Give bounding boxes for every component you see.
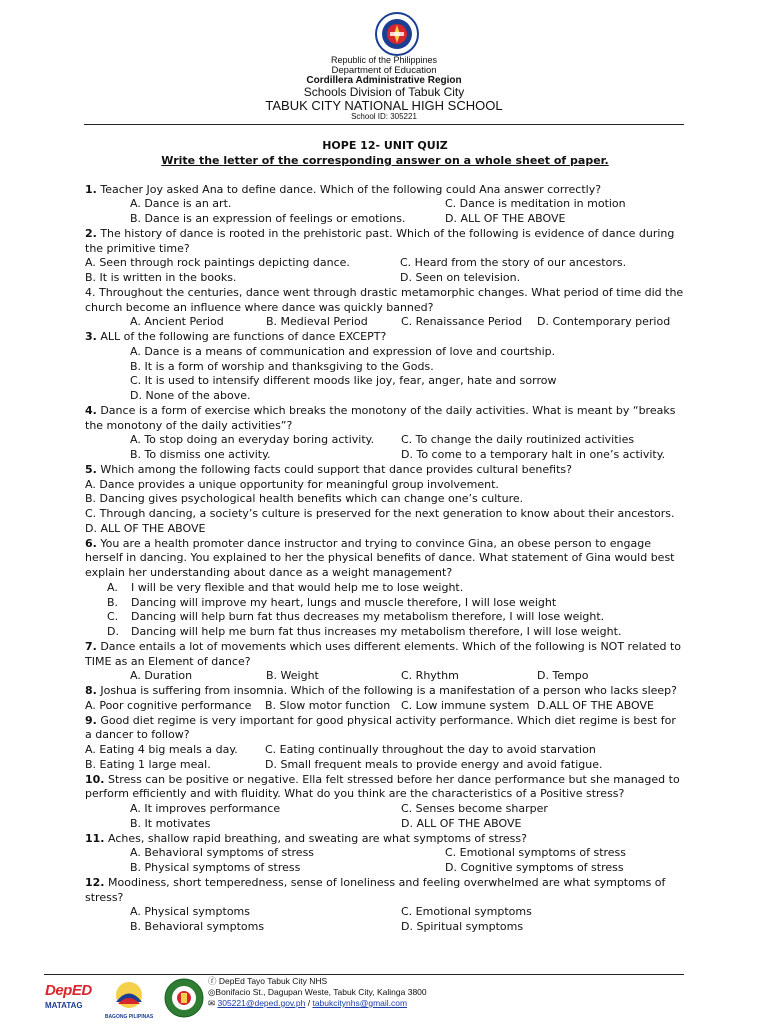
question-12-choices-row1: A. Physical symptoms C. Emotional symptoms [130,905,532,919]
school-seal-icon [164,978,204,1018]
question-4b: 4. Dance is a form of exercise which breaks the monotony of the daily activities. What is meant by “breaks the monotony of the daily activities”? [85,403,676,432]
question-3-choice-b: B. It is a form of worship and thanksgiving to the Gods. [130,359,434,373]
question-1-choices-row1: A. Dance is an art. C. Dance is meditation in motion [130,197,626,211]
deped-logo-text: DepED [45,982,92,999]
footer-email: ✉ 305221@deped.gov.ph / tabukcitynhs@gmail.com [208,998,408,1008]
question-10-choices-row1: A. It improves performance C. Senses become sharper [130,802,548,815]
question-5-choice-c: C. Through dancing, a society’s culture is preserved for the next generation to know about their ancestors. [85,507,675,520]
footer-contact [208,976,427,1009]
question-12-choices-row2: B. Behavioral symptoms D. Spiritual symptoms [130,920,524,933]
email-icon: ✉ [208,998,218,1008]
matatag-logo-text: MATATAG [45,1001,83,1010]
quiz-instruction: Write the letter of the corresponding answer on a whole sheet of paper. [161,153,609,167]
question-10: 10. Stress can be positive or negative. Ella felt stressed before her dance performance but she managed to perform efficiently and with fluidity. What do you think are the characteristics of a Positive stress? [85,772,680,801]
question-6-choice-d: D. Dancing will help me burn fat thus increases my metabolism therefore, I will lose weight. [107,625,622,638]
question-11-choices-row2: B. Physical symptoms of stress D. Cognitive symptoms of stress [130,861,624,874]
question-11: 11. Aches, shallow rapid breathing, and sweating are what symptoms of stress? [85,831,527,845]
bagong-pilipinas-caption: BAGONG PILIPINAS [104,1014,154,1020]
footer-address: ◎Bonifacio St., Dagupan Weste, Tabuk City, Kalinga 3800 [208,987,427,997]
bagong-pilipinas-icon [104,980,154,1010]
question-4b-choices-row2: B. To dismiss one activity. D. To come to a temporary halt in one’s activity. [130,448,666,461]
question-1: 1. Teacher Joy asked Ana to define dance. Which of the following could Ana answer correctly? [85,182,602,196]
question-2-choices-row2: B. It is written in the books. D. Seen on television. [85,271,521,284]
question-8: 8. Joshua is suffering from insomnia. Which of the following is a manifestation of a person who lacks sleep? [85,684,677,697]
question-10-choices-row2: B. It motivates D. ALL OF THE ABOVE [130,816,522,830]
location-icon: ◎ [208,987,216,997]
email-link[interactable]: 305221@deped.gov.ph [217,998,306,1008]
quiz-title: HOPE 12- UNIT QUIZ [322,139,448,152]
question-4a-choices: A. Ancient Period B. Medieval Period C. Renaissance Period D. Contemporary period [130,315,671,329]
question-5-choice-d: D. ALL OF THE ABOVE [85,521,206,535]
header-department: Department of Education [331,65,437,76]
quiz-body [85,139,685,935]
question-9-choices-row1: A. Eating 4 big meals a day. C. Eating continually throughout the day to avoid starvation [85,743,596,756]
question-3: 3. ALL of the following are functions of dance EXCEPT? [85,330,387,343]
question-2-choices-row1: A. Seen through rock paintings depicting dance. C. Heard from the story of our ancestors. [85,256,627,270]
question-11-choices-row1: A. Behavioral symptoms of stress C. Emotional symptoms of stress [130,846,627,860]
facebook-icon: ⓕ [208,976,219,986]
deped-matatag-logo [45,982,97,1018]
question-6: 6. You are a health promoter dance instructor and trying to convince Gina, an obese person to engage herself in dancing. You explained to her the physical benefits of dance. What statement of Gina would best explain her understanding about dance as a weight management? [85,536,675,579]
question-6-choice-b: B. Dancing will improve my heart, lungs and muscle therefore, I will lose weight [107,595,557,609]
question-8-choices: A. Poor cognitive performance B. Slow motor function C. Low immune system D.ALL OF THE ABOVE [85,698,654,712]
question-6-choice-a: A. I will be very flexible and that would help me to lose weight. [107,580,464,594]
question-2: 2. The history of dance is rooted in the prehistoric past. Which of the following is evidence of dance during the primitive time? [85,226,675,255]
bagong-pilipinas-logo [104,980,154,1020]
question-5: 5. Which among the following facts could support that dance provides cultural benefits? [85,462,572,476]
question-7: 7. Dance entails a lot of movements which uses different elements. Which of the following is NOT related to TIME as an Element of dance? [85,639,682,668]
header-region: Cordillera Administrative Region [306,75,462,86]
footer-facebook: ⓕ DepEd Tayo Tabuk City NHS [208,976,328,986]
gmail-link[interactable]: tabukcitynhs@gmail.com [312,998,408,1008]
question-4b-choices-row1: A. To stop doing an everyday boring activity. C. To change the daily routinized activities [130,433,635,447]
question-5-choice-a: A. Dance provides a unique opportunity for meaningful group involvement. [85,477,499,491]
question-3-choice-d: D. None of the above. [130,389,251,402]
footer-divider [44,974,684,975]
header-school-id: School ID: 305221 [351,112,417,121]
question-9: 9. Good diet regime is very important for good physical activity performance. Which diet regime is best for a dancer to follow? [85,713,676,742]
question-12: 12. Moodiness, short temperedness, sense of loneliness and feeling overwhelmed are what symptoms of stress? [85,875,666,904]
question-4a: 4. Throughout the centuries, dance went through drastic metamorphic changes. What period of time did the church become an influence where dance was quickly banned? [85,285,684,314]
deped-seal-icon [375,12,419,56]
header-republic: Republic of the Philippines [330,55,438,65]
question-1-choices-row2: B. Dance is an expression of feelings or emotions. D. ALL OF THE ABOVE [130,212,566,225]
question-3-choice-c: C. It is used to intensify different moods like joy, fear, anger, hate and sorrow [130,374,557,388]
question-6-choice-c: C. Dancing will help burn fat thus decreases my metabolism therefore, I will lose weight. [107,610,605,624]
question-5-choice-b: B. Dancing gives psychological health benefits which can change one’s culture. [85,492,524,506]
header-divider [84,124,684,125]
question-3-choice-a: A. Dance is a means of communication and expression of love and courtship. [130,344,556,358]
question-9-choices-row2: B. Eating 1 large meal. D. Small frequent meals to provide energy and avoid fatigue. [85,757,603,771]
header-school-name: TABUK CITY NATIONAL HIGH SCHOOL [265,98,503,113]
question-7-choices: A. Duration B. Weight C. Rhythm D. Tempo [130,669,589,683]
header-division: Schools Division of Tabuk City [303,85,465,99]
